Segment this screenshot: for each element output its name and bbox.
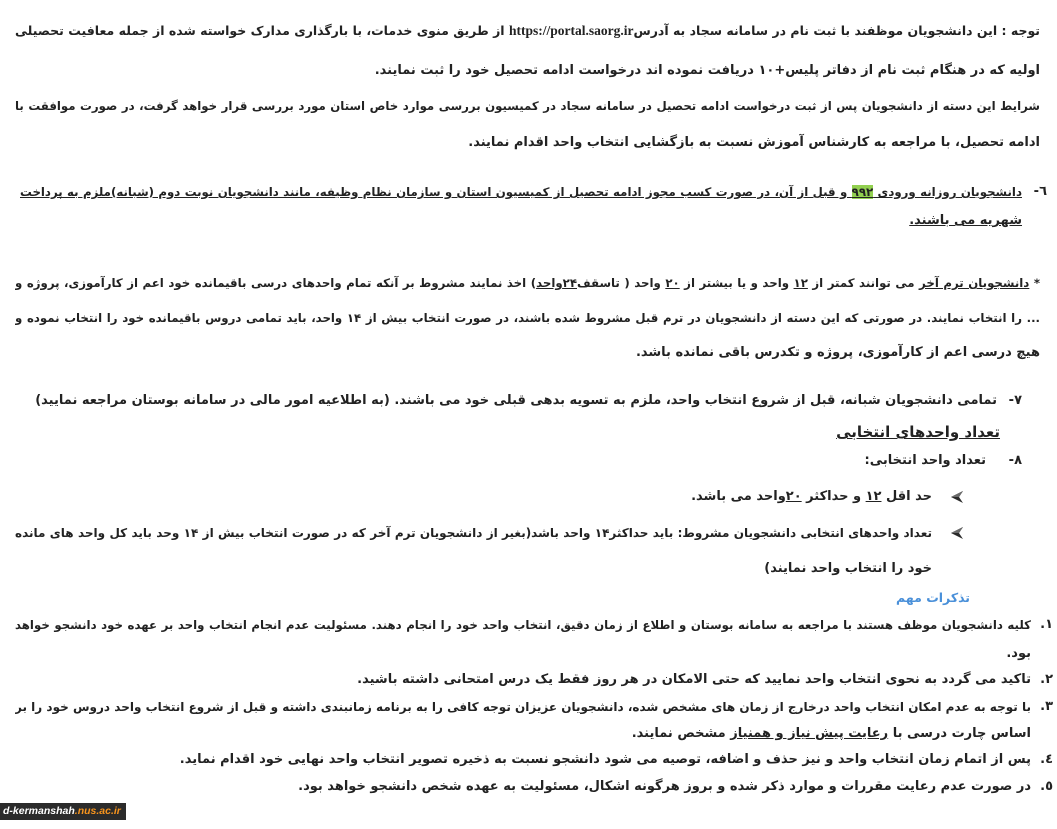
min-units-value: ۱۲ (793, 276, 808, 290)
watermark-name: d-kermanshah (3, 805, 75, 817)
min-units-value: ۱۲ (865, 489, 882, 504)
item-6-text-start: دانشجویان روزانه ورودی (873, 185, 1022, 199)
notice-line-1-start: توجه : این دانشجویان موظفند با ثبت نام در سامانه سجاد به آدرس (633, 23, 1040, 38)
ceiling-units-value: ۲۴واحد (536, 276, 577, 290)
notice-line-1-end: از طریق منوی خدمات، با بارگذاری مدارک خواسته شده از جمله معافیت تحصیلی (15, 23, 505, 38)
arrow-bullet-icon (951, 527, 963, 539)
star-marker: * (1029, 276, 1040, 290)
item-8-text: تعداد واحد انتخابی: (864, 453, 986, 468)
note-1-line-1: کلیه دانشجویان موظف هستند با مراجعه به سامانه بوستان و اطلاع از زمان دقیق، انتخاب واحد خود را انجام دهند. مسئولیت عدم انجام انتخاب واحد بر عهده خود دانشجو خواهد (15, 618, 1031, 632)
notice-line-2: اولیه که در هنگام ثبت نام از دفاتر پلیس+۱۰ دریافت نموده اند درخواست ادامه تحصیل خود را ثبت نمایند. (374, 63, 1040, 78)
item-7-number: ۷- (1008, 393, 1022, 408)
last-term-students-term: دانشجویان ترم آخر (919, 276, 1030, 290)
note-3-line-2 (15, 723, 1031, 745)
notice-line-1 (15, 20, 1040, 42)
note-3-line-1: با توجه به عدم امکان انتخاب واحد درخارج از زمان های مشخص شده، دانشجویان عزیزان توجه کافی را به برنامه زمانبندی داشته و قبل از شروع انتخاب واحد دروس خود را بر (15, 700, 1031, 714)
item-8-number: ۸- (1008, 453, 1022, 468)
portal-url: https://portal.saorg.ir (508, 23, 634, 38)
note-2-line-1: تاکید می گردد به نحوی انتخاب واحد نمایید که حتی الامکان در هر روز فقط یک درس امتحانی داشته باشید. (357, 672, 1031, 687)
note-5-number: ٥. (1040, 779, 1053, 794)
note-4-line-1: پس از اتمام زمان انتخاب واحد و نیز حذف و اضافه، توصیه می شود دانشجو نسبت به ذخیره تصویر انتخاب واحد نهایی خود اقدام نماید. (179, 752, 1031, 767)
bullet-text: حد اقل (881, 489, 932, 504)
note-4-number: ٤. (1040, 752, 1053, 767)
bullet-text: واحد می باشد. (691, 489, 786, 504)
probation-units-bullet-line-1: تعداد واحدهای انتخابی دانشجویان مشروط: باید حداکثر۱۴ واحد باشد(بغیر از دانشجویان ترم آخر که در صورت انتخاب بیش از ۱۴ وحد باید کل واحد های مانده (15, 526, 932, 540)
last-term-line-3: هیچ درسی اعم از کارآموزی، پروژه و تکدرس باقی نمانده باشد. (635, 345, 1040, 360)
important-notes-heading: تذکرات مهم (896, 590, 970, 605)
item-6-number: ٦- (1033, 184, 1047, 199)
prerequisite-term: رعایت پیش نیاز و همنیاز (730, 726, 889, 741)
notice-line-3: شرایط این دسته از دانشجویان پس از ثبت درخواست ادامه تحصیل در سامانه سجاد در کمیسیون بررسی موارد خاص استان مورد بررسی قرار خواهد گرفت، در صورت موافقت با (15, 99, 1040, 113)
note-1-number: ۱. (1040, 617, 1053, 632)
probation-units-bullet-line-2: خود را انتخاب واحد نمایند) (764, 561, 932, 576)
last-term-text: ) اخذ نمایند مشروط بر آنکه تمام واحدهای درسی باقیمانده خود اعم از کارآموزی، پروژه و (15, 276, 537, 290)
note-3-text: اساس چارت درسی با (888, 726, 1031, 741)
item-6-text-end: و قبل از آن، در صورت کسب مجوز ادامه تحصیل از کمیسیون استان و سازمان نظام وظیفه، مانند دانشجویان نوبت دوم (شبانه)ملزم به پرداخت (20, 185, 852, 199)
note-3-text: مشخص نمایند. (631, 726, 731, 741)
note-5-line-1: در صورت عدم رعایت مقررات و موارد ذکر شده و بروز هرگونه اشکال، مسئولیت به عهده شخص دانشجو خواهد بود. (298, 779, 1031, 794)
arrow-bullet-icon (951, 491, 963, 503)
watermark-domain: .nus.ac.ir (74, 805, 121, 817)
units-heading: تعداد واحدهای انتخابی (836, 423, 1000, 441)
bullet-text: و حداکثر (801, 489, 866, 504)
last-term-line-2: ... را انتخاب نمایند. در صورتی که این دسته از دانشجویان در ترم قبل مشروط شده باشند، در صورت انتخاب بیش از ۱۴ واحد، باید تمامی دروس باقیمانده خود را انتخاب نموده و (15, 311, 1040, 325)
last-term-text: واحد ( تاسقف (577, 276, 666, 290)
entry-year-highlight: ۹۹۲ (851, 185, 874, 199)
last-term-line-1 (15, 272, 1040, 294)
item-6-line-1 (20, 181, 1022, 203)
site-watermark (0, 803, 126, 820)
last-term-text: می توانند کمتر از (807, 276, 920, 290)
note-2-number: ۲. (1040, 672, 1053, 687)
notice-line-4: ادامه تحصیل، با مراجعه به کارشناس آموزش نسبت به بازگشایی انتخاب واحد اقدام نمایند. (468, 135, 1040, 150)
note-3-number: ۳. (1040, 699, 1053, 714)
last-term-text: واحد و یا بیشتر از (679, 276, 794, 290)
max-units-value: ۲۰ (665, 276, 680, 290)
item-7-text: تمامی دانشجویان شبانه، قبل از شروع انتخاب واحد، ملزم به تسویه بدهی قبلی خود می باشند. (به اطلاعیه امور مالی در سامانه بوستان مراجعه نمایید) (35, 393, 997, 408)
max-units-value: ۲۰ (785, 489, 802, 504)
min-max-units-bullet (15, 486, 932, 508)
item-6-line-2: شهریه می باشند. (909, 213, 1022, 228)
note-1-line-2: بود. (1006, 646, 1031, 661)
